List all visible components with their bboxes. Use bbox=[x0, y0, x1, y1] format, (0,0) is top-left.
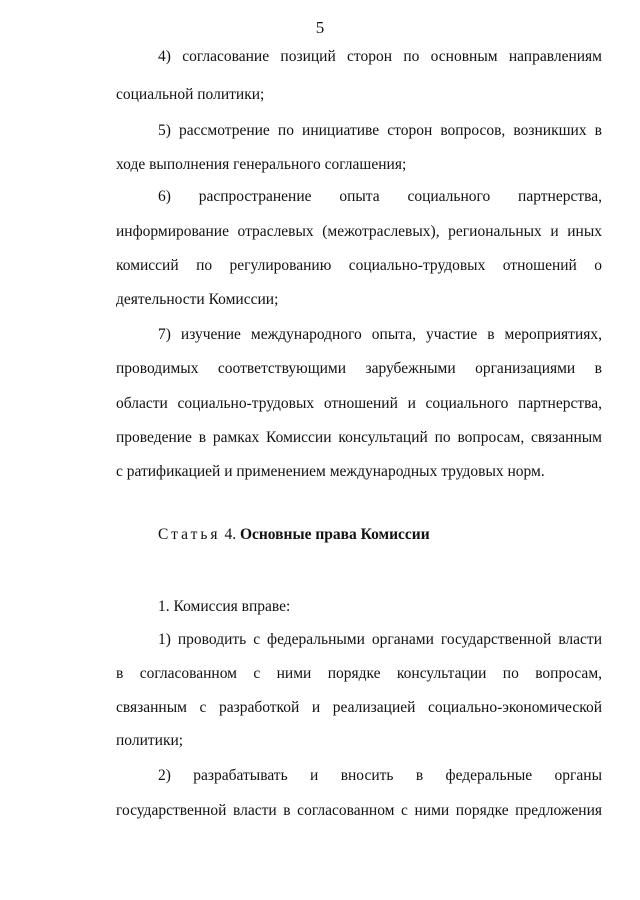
text-line: информирование отраслевых (межотраслевых), региональных и иных bbox=[116, 223, 602, 240]
text-line: 5) рассмотрение по инициативе сторон вопросов, возникших в bbox=[158, 122, 602, 139]
text-line: связанным с разработкой и реализацией социально-экономической bbox=[116, 699, 602, 716]
page-number: 5 bbox=[315, 18, 325, 37]
text-line: с ратификацией и применением международных трудовых норм. bbox=[116, 463, 545, 480]
text-line: политики; bbox=[116, 732, 184, 749]
text-line: 1) проводить с федеральными органами государственной власти bbox=[158, 631, 602, 648]
text-line: деятельности Комиссии; bbox=[116, 291, 279, 308]
text-line: 1. Комиссия вправе: bbox=[158, 598, 291, 615]
text-line: комиссий по регулированию социально-трудовых отношений о bbox=[116, 257, 602, 274]
text-line: 7) изучение международного опыта, участие в мероприятиях, bbox=[158, 326, 602, 343]
article-heading bbox=[158, 525, 602, 545]
text-line: 2) разрабатывать и вносить в федеральные органы bbox=[158, 767, 602, 784]
text-line: проведение в рамках Комиссии консультаций по вопросам, связанным bbox=[116, 429, 602, 446]
text-line: 4) согласование позиций сторон по основным направлениям bbox=[158, 48, 602, 65]
article-heading-number: 4. bbox=[224, 526, 237, 543]
text-line: проводимых соответствующими зарубежными организациями в bbox=[116, 360, 602, 377]
text-line: области социально-трудовых отношений и социального партнерства, bbox=[116, 395, 602, 412]
article-heading-title: Основные права Комиссии bbox=[239, 526, 430, 543]
text-line: в согласованном с ними порядке консультации по вопросам, bbox=[116, 665, 602, 682]
text-line: 6) распространение опыта социального партнерства, bbox=[158, 188, 602, 205]
text-line: ходе выполнения генерального соглашения; bbox=[116, 156, 407, 173]
article-heading-prefix: Статья bbox=[158, 526, 221, 543]
text-line: социальной политики; bbox=[116, 86, 265, 103]
text-line: государственной власти в согласованном с ними порядке предложения bbox=[116, 802, 602, 819]
